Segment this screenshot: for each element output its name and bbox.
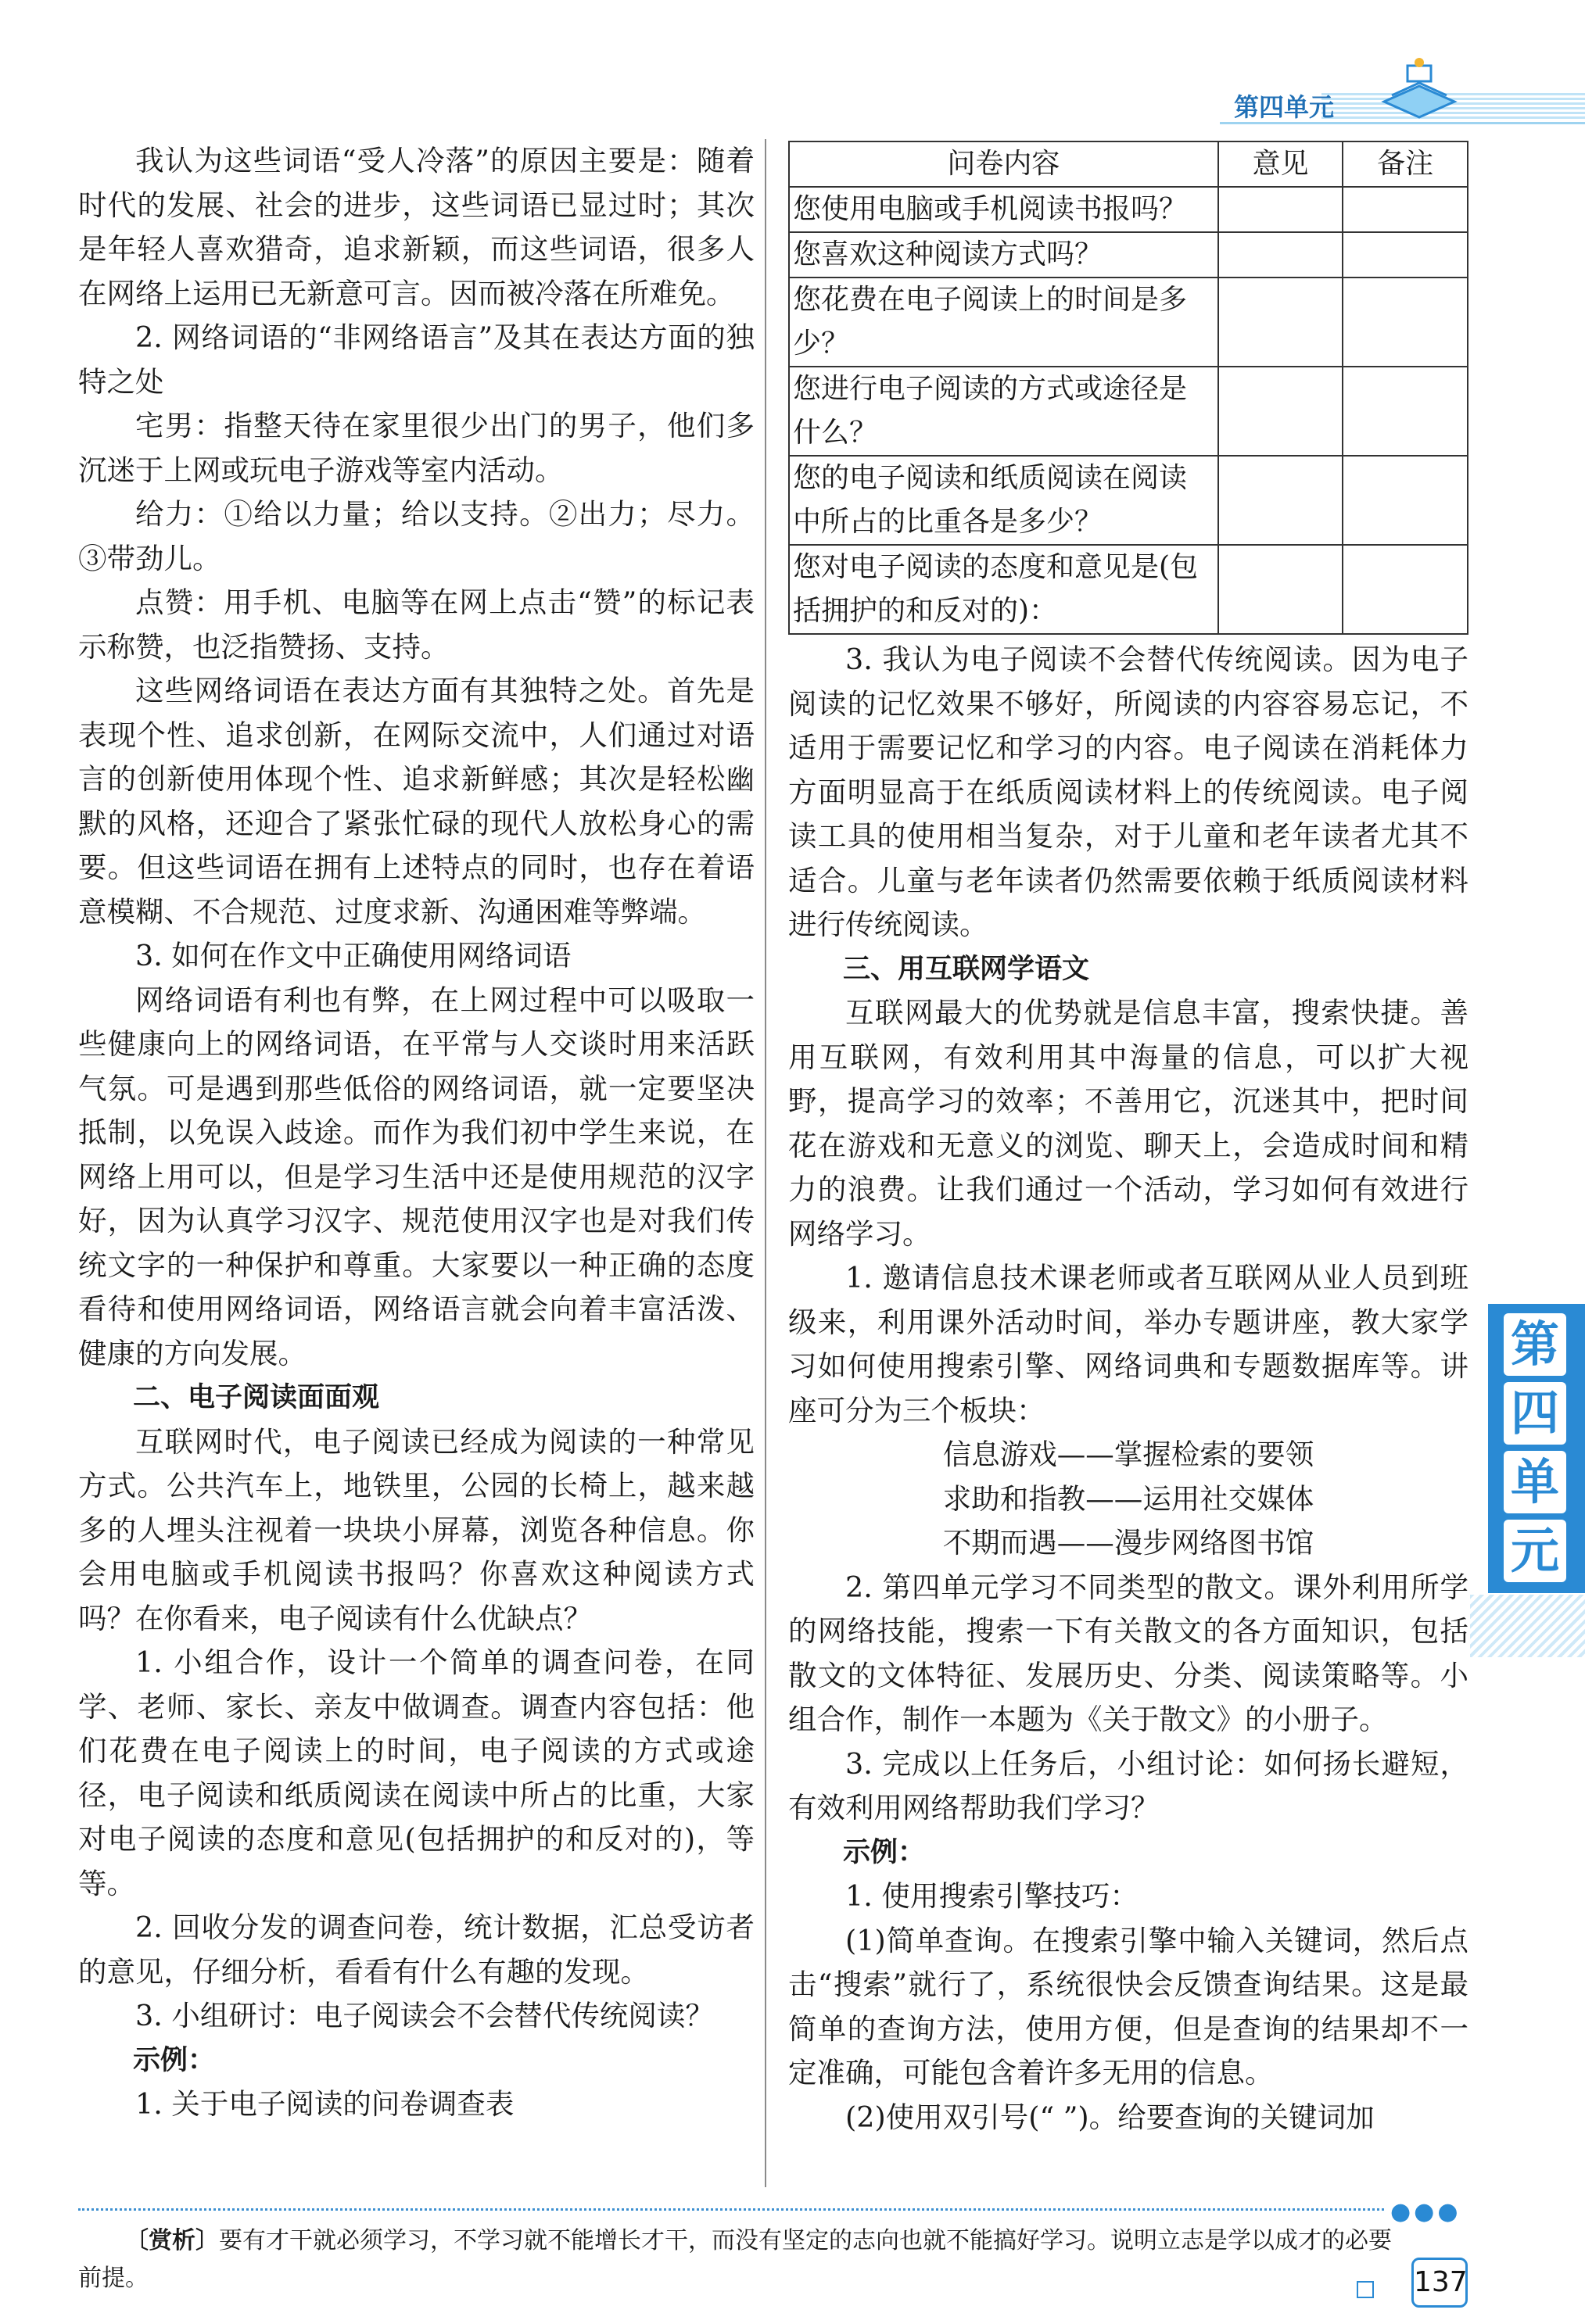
survey-opinion-cell: [1218, 187, 1343, 232]
footer-label: 〔赏析〕: [125, 2227, 219, 2254]
paragraph: (1)简单查询。在搜索引擎中输入关键词，然后点击“搜索”就行了，系统很快会反馈查询结果。这是最简单的查询方法，使用方便，但是查询的结果却不一定准确，可能包含着许多无用的信息。: [788, 1923, 1468, 2089]
book-icon: [1376, 55, 1462, 125]
page-number: 137: [1411, 2258, 1468, 2308]
footer-corner-box: [1357, 2281, 1374, 2298]
survey-opinion-cell: [1218, 278, 1343, 367]
survey-question-cell: 您花费在电子阅读上的时间是多少？: [789, 278, 1218, 367]
survey-opinion-cell: [1218, 456, 1343, 545]
footer-note: [78, 2222, 1392, 2297]
survey-note-cell: [1343, 232, 1468, 278]
paragraph: 给力：①给以力量；给以支持。②出力；尽力。③带劲儿。: [78, 497, 755, 575]
survey-question-cell: 您对电子阅读的态度和意见是(包括拥护的和反对的)：: [789, 545, 1218, 634]
survey-opinion-cell: [1218, 545, 1343, 634]
section-heading: 示例：: [133, 2044, 216, 2076]
paragraph: 互联网时代，电子阅读已经成为阅读的一种常见方式。公共汽车上，地铁里，公园的长椅上，越来越多的人埋头注视着一块块小屏幕，浏览各种信息。你会用电脑或手机阅读书报吗？你喜欢这种阅读方式吗？在你看来，电子阅读有什么优缺点？: [78, 1424, 755, 1635]
survey-header-opinion: 意见: [1218, 141, 1343, 187]
right-column: [788, 141, 1468, 2140]
survey-note-cell: [1343, 187, 1468, 232]
side-tab-char: 第: [1504, 1313, 1566, 1376]
side-tab-stripe: [1470, 1595, 1585, 1657]
paragraph: 3. 我认为电子阅读不会替代传统阅读。因为电子阅读的记忆效果不够好，所阅读的内容容易忘记，不适用于需要记忆和学习的内容。电子阅读在消耗体力方面明显高于在纸质阅读材料上的传统阅读。电子阅读工具的使用相当复杂，对于儿童和老年读者尤其不适合。儿童与老年读者仍然需要依赖于纸质阅读材料进行传统阅读。: [788, 643, 1468, 941]
survey-question-cell: 您进行电子阅读的方式或途径是什么？: [789, 367, 1218, 456]
paragraph: 宅男：指整天待在家里很少出门的男子，他们多沉迷于上网或玩电子游戏等室内活动。: [78, 409, 755, 487]
survey-header-row: [789, 141, 1468, 187]
paragraph: 1. 使用搜索引擎技巧：: [845, 1879, 1139, 1913]
survey-table: [788, 141, 1468, 635]
survey-row: [789, 367, 1468, 456]
footer-dots: ●●●: [1390, 2198, 1461, 2226]
paragraph: 1. 邀请信息技术课老师或者互联网从业人员到班级来，利用课外活动时间，举办专题讲座，教大家学习如何使用搜索引擎、网络词典和专题数据库等。讲座可分为三个板块：: [788, 1261, 1468, 1427]
survey-note-cell: [1343, 278, 1468, 367]
survey-row: [789, 456, 1468, 545]
paragraph: 网络词语有利也有弊，在上网过程中可以吸取一些健康向上的网络词语，在平常与人交谈时用来活跃气氛。可是遇到那些低俗的网络词语，就一定要坚决抵制，以免误入歧途。而作为我们初中学生来说，在网络上用可以，但是学习生活中还是使用规范的汉字好，因为认真学习汉字、规范使用汉字也是对我们传统文字的一种保护和尊重。大家要以一种正确的态度看待和使用网络词语，网络语言就会向着丰富活泼、健康的方向发展。: [78, 983, 755, 1370]
unit-title: 第四单元: [1234, 92, 1335, 122]
paragraph: 3. 小组研讨：电子阅读会不会替代传统阅读？: [135, 1999, 714, 2032]
survey-opinion-cell: [1218, 367, 1343, 456]
footer-note-text: 要有才干就必须学习，不学习就不能增长才干，而没有坚定的志向也就不能搞好学习。说明立志是学以成才的必要前提。: [78, 2227, 1392, 2292]
paragraph: 我认为这些词语“受人冷落”的原因主要是：随着时代的发展、社会的进步，这些词语已显过时；其次是年轻人喜欢猎奇，追求新颖，而这些词语，很多人在网络上运用已无新意可言。因而被冷落在所难免。: [78, 144, 755, 310]
section-heading: 二、电子阅读面面观: [133, 1382, 380, 1413]
paragraph: 2. 第四单元学习不同类型的散文。课外利用所学的网络技能，搜索一下有关散文的各方面知识，包括散文的文体特征、发展历史、分类、阅读策略等。小组合作，制作一本题为《关于散文》的小册子。: [788, 1570, 1468, 1736]
section-heading: 示例：: [843, 1836, 926, 1868]
paragraph: 1. 小组合作，设计一个简单的调查问卷，在同学、老师、家长、亲友中做调查。调查内容包括：他们花费在电子阅读上的时间，电子阅读的方式或途径，电子阅读和纸质阅读在阅读中所占的比重，大家对电子阅读的态度和意见(包括拥护的和反对的)，等等。: [78, 1645, 755, 1900]
paragraph: 3. 如何在作文中正确使用网络词语: [135, 939, 572, 972]
footer-rule: [78, 2208, 1384, 2211]
survey-row: [789, 545, 1468, 634]
paragraph: 点赞：用手机、电脑等在网上点击“赞”的标记表示称赞，也泛指赞扬、支持。: [78, 585, 755, 664]
paragraph: 2. 回收分发的调查问卷，统计数据，汇总受访者的意见，仔细分析，看看有什么有趣的发现。: [78, 1910, 755, 1989]
paragraph: 信息游戏——掌握检索的要领: [942, 1438, 1314, 1471]
survey-header-question: 问卷内容: [789, 141, 1218, 187]
survey-header-note: 备注: [1343, 141, 1468, 187]
paragraph: (2)使用双引号(“ ”)。给要查询的关键词加: [845, 2100, 1375, 2134]
paragraph: 2. 网络词语的“非网络语言”及其在表达方面的独特之处: [78, 320, 755, 399]
paragraph: 3. 完成以上任务后，小组讨论：如何扬长避短，有效利用网络帮助我们学习？: [788, 1746, 1468, 1824]
paragraph: 1. 关于电子阅读的问卷调查表: [135, 2087, 515, 2121]
survey-note-cell: [1343, 456, 1468, 545]
survey-row: [789, 187, 1468, 232]
side-tab-char: 元: [1504, 1520, 1566, 1582]
paragraph: 这些网络词语在表达方面有其独特之处。首先是表现个性、追求创新，在网际交流中，人们通过对语言的创新使用体现个性、追求新鲜感；其次是轻松幽默的风格，还迎合了紧张忙碌的现代人放松身心的需要。但这些词语在拥有上述特点的同时，也存在着语意模糊、不合规范、过度求新、沟通困难等弊端。: [78, 674, 755, 929]
section-heading: 三、用互联网学语文: [843, 953, 1090, 985]
side-unit-tab-label: [1500, 1313, 1570, 1588]
column-divider: [765, 139, 766, 2187]
survey-row: [789, 278, 1468, 367]
paragraph: 求助和指教——运用社交媒体: [942, 1481, 1314, 1516]
survey-question-cell: 您喜欢这种阅读方式吗？: [789, 232, 1218, 278]
survey-question-cell: 您使用电脑或手机阅读书报吗？: [789, 187, 1218, 232]
survey-note-cell: [1343, 367, 1468, 456]
side-tab-char: 四: [1504, 1382, 1566, 1445]
paragraph: 互联网最大的优势就是信息丰富，搜索快捷。善用互联网，有效利用其中海量的信息，可以扩大视野，提高学习的效率；不善用它，沉迷其中，把时间花在游戏和无意义的浏览、聊天上，会造成时间和精力的浪费。让我们通过一个活动，学习如何有效进行网络学习。: [788, 996, 1468, 1251]
survey-row: [789, 232, 1468, 278]
side-tab-char: 单: [1504, 1451, 1566, 1513]
survey-note-cell: [1343, 545, 1468, 634]
survey-question-cell: 您的电子阅读和纸质阅读在阅读中所占的比重各是多少？: [789, 456, 1218, 545]
left-column: [78, 139, 755, 2127]
right-column-text: [788, 638, 1468, 2140]
survey-opinion-cell: [1218, 232, 1343, 278]
paragraph: 不期而遇——漫步网络图书馆: [942, 1526, 1314, 1559]
